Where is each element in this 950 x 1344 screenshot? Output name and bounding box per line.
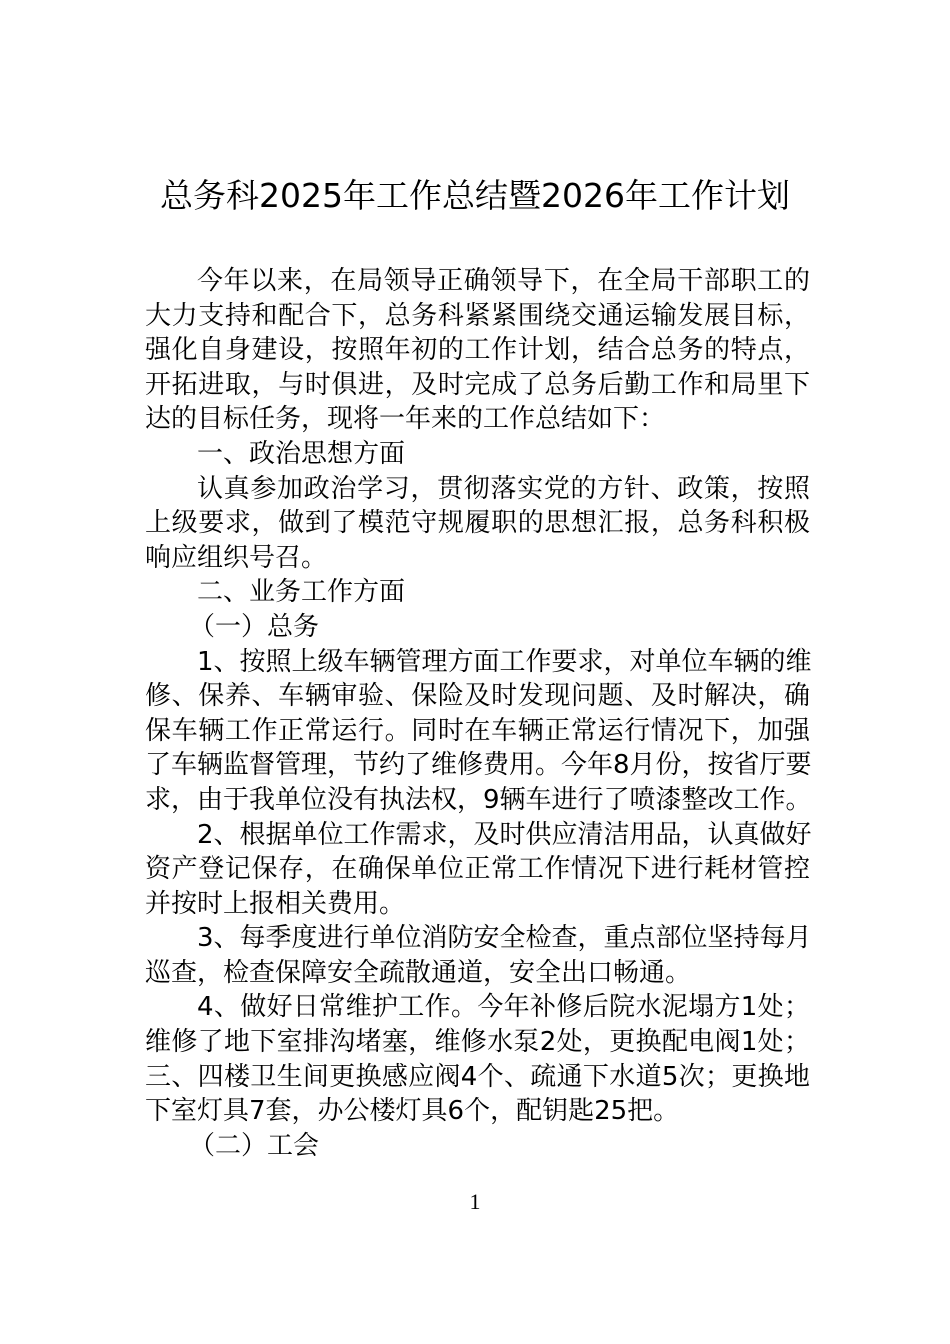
section-heading-business: 二、业务工作方面	[197, 577, 406, 608]
general-affairs-item-4	[145, 990, 810, 1128]
text-line: 求，由于我单位没有执法权，9辆车进行了喷漆整改工作。	[145, 784, 812, 815]
text-line: 了车辆监督管理，节约了维修费用。今年8月份，按省厅要	[145, 750, 812, 781]
general-affairs-item-3	[145, 921, 810, 990]
text-line: 4、做好日常维护工作。今年补修后院水泥塌方1处；	[197, 992, 810, 1023]
text-line: 强化自身建设，按照年初的工作计划，结合总务的特点，	[145, 335, 810, 366]
text-line: 2、根据单位工作需求，及时供应清洁用品，认真做好	[197, 819, 812, 850]
text-line: 三、四楼卫生间更换感应阀4个、疏通下水道5次；更换地	[145, 1061, 810, 1092]
text-line: 修、保养、车辆审验、保险及时发现问题、及时解决，确	[145, 681, 810, 712]
text-line: 响应组织号召。	[145, 542, 328, 573]
text-line: 大力支持和配合下，总务科紧紧围绕交通运输发展目标，	[145, 300, 810, 331]
text-line: 达的目标任务，现将一年来的工作总结如下：	[145, 404, 666, 435]
text-line: 3、每季度进行单位消防安全检查，重点部位坚持每月	[197, 923, 812, 954]
section-heading-political: 一、政治思想方面	[197, 438, 406, 469]
page-number: 1	[469, 1189, 481, 1214]
text-line: 今年以来，在局领导正确领导下，在全局干部职工的	[197, 266, 810, 296]
text-line: 上级要求，做到了模范守规履职的思想汇报，总务科积极	[145, 508, 810, 539]
subsection-heading-general-affairs: （一）总务	[189, 611, 320, 642]
text-line: 开拓进取，与时俱进，及时完成了总务后勤工作和局里下	[145, 369, 810, 400]
document-title: 总务科2025年工作总结暨2026年工作计划	[160, 176, 790, 215]
subsection-heading-union: （二）工会	[189, 1130, 320, 1161]
text-line: 巡查，检查保障安全疏散通道，安全出口畅通。	[145, 957, 692, 988]
text-line: 维修了地下室排沟堵塞，维修水泵2处，更换配电阀1处；	[145, 1027, 810, 1058]
text-line: 下室灯具7套，办公楼灯具6个，配钥匙25把。	[145, 1096, 680, 1127]
intro-paragraph	[145, 264, 810, 437]
general-affairs-item-2	[145, 818, 810, 922]
text-line: 资产登记保存，在确保单位正常工作情况下进行耗材管控	[145, 854, 810, 885]
political-paragraph	[145, 472, 810, 576]
text-line: 1、按照上级车辆管理方面工作要求，对单位车辆的维	[197, 646, 812, 677]
text-line: 并按时上报相关费用。	[145, 888, 406, 919]
document-body	[145, 264, 810, 1163]
general-affairs-item-1	[145, 645, 810, 818]
text-line: 保车辆工作正常运行。同时在车辆正常运行情况下，加强	[145, 715, 810, 746]
text-line: 认真参加政治学习，贯彻落实党的方针、政策，按照	[197, 473, 810, 504]
